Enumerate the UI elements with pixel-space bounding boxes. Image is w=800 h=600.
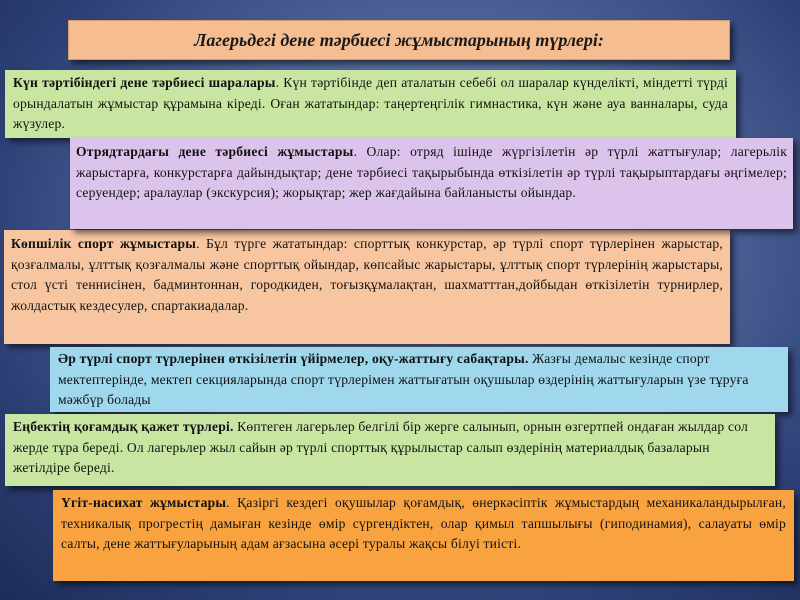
slide-title: Лагерьдегі дене тәрбиесі жұмыстарының түрлері: xyxy=(68,20,730,60)
squad-pe-text: . Олар: отряд ішінде жүргізілетін әр түрлі жаттығулар; лагерьлік жарыстарға, конкурстарға дайындықтар; дене тәрбиесі тақырыбында өткізілетін әр түрлі тақырыптардағы әңгімелер; серуендер; аралаулар (экскурсия); жорықтар; жер жағдайына байланысты ойындар. xyxy=(76,144,787,200)
sports-clubs-heading: Әр түрлі спорт түрлерінен өткізілетін үйірмелер, оқу-жаттығу сабақтары. xyxy=(58,351,529,366)
labor-heading: Еңбектің қоғамдық қажет түрлері. xyxy=(13,419,234,434)
mass-sports-text: . Бұл түрге жататындар: спорттық конкурстар, әр түрлі спорт түрлерінен жарыстар, қозғалмалы, ұлттық қозғалмалы және спорттық ойындар, көпсайыс жарыстары, ұлттық спорт түрлерінің жарыстары, стол үсті теннисінен, бадминтоннан, городкиден, тоғызқұмалақтан, шахматттан,дойбыдан өткізілетін турнирлер, жолдастық кездесулер, спартакиадалар. xyxy=(11,236,723,313)
socially-useful-labor-box xyxy=(5,414,775,486)
propaganda-work-box xyxy=(53,490,794,581)
daily-routine-heading: Күн тәртібіндегі дене тәрбиесі шаралары xyxy=(13,75,276,90)
daily-routine-activities-box xyxy=(5,70,736,138)
squad-pe-heading: Отрядтардағы дене тәрбиесі жұмыстары xyxy=(76,144,354,159)
propaganda-heading: Үгіт-насихат жұмыстары xyxy=(61,495,227,510)
propaganda-text: . Қазіргі кездегі оқушылар қоғамдық, өнеркәсіптік жұмыстардың механикаландырылған, техникалық прогрестің дамыған кезінде өмір сүргендіктен, олар қимыл тапшылығы (гиподинамия), салауаты өмір салты, дене жаттығуларының адам ағзасына әсері туралы жақсы білуі тиісті. xyxy=(61,495,786,551)
sports-clubs-training-box xyxy=(50,347,788,412)
mass-sports-work-box xyxy=(4,230,730,344)
mass-sports-heading: Көпшілік спорт жұмыстары xyxy=(11,236,197,251)
sports-clubs-text: Жазғы демалыс кезінде спорт мектептерінде, мектеп секцияларында спорт түрлерімен жаттығатын оқушылар өздерінің жаттығуларын үзе тұруға мәжбүр болады xyxy=(58,351,749,407)
squad-physical-education-box xyxy=(70,138,793,229)
daily-routine-text: . Күн тәртібінде деп аталатын себебі ол шаралар күнделікті, міндетті түрді орындалатын жұмыстар құрамына кіреді. Оған жататындар: таңертеңгілік гимнастика, күн және ауа ванналары, суда жүзулер. xyxy=(13,75,728,131)
labor-text: Көптеген лагерьлер белгілі бір жерге салынып, орнын өзгертпей ондаған жылдар сол жерде тұра береді. Ол лагерьлер жыл сайын әр түрлі спорттық құрылыстар салып өздерінің материалдық базаларын жетілдіре береді. xyxy=(13,419,749,475)
